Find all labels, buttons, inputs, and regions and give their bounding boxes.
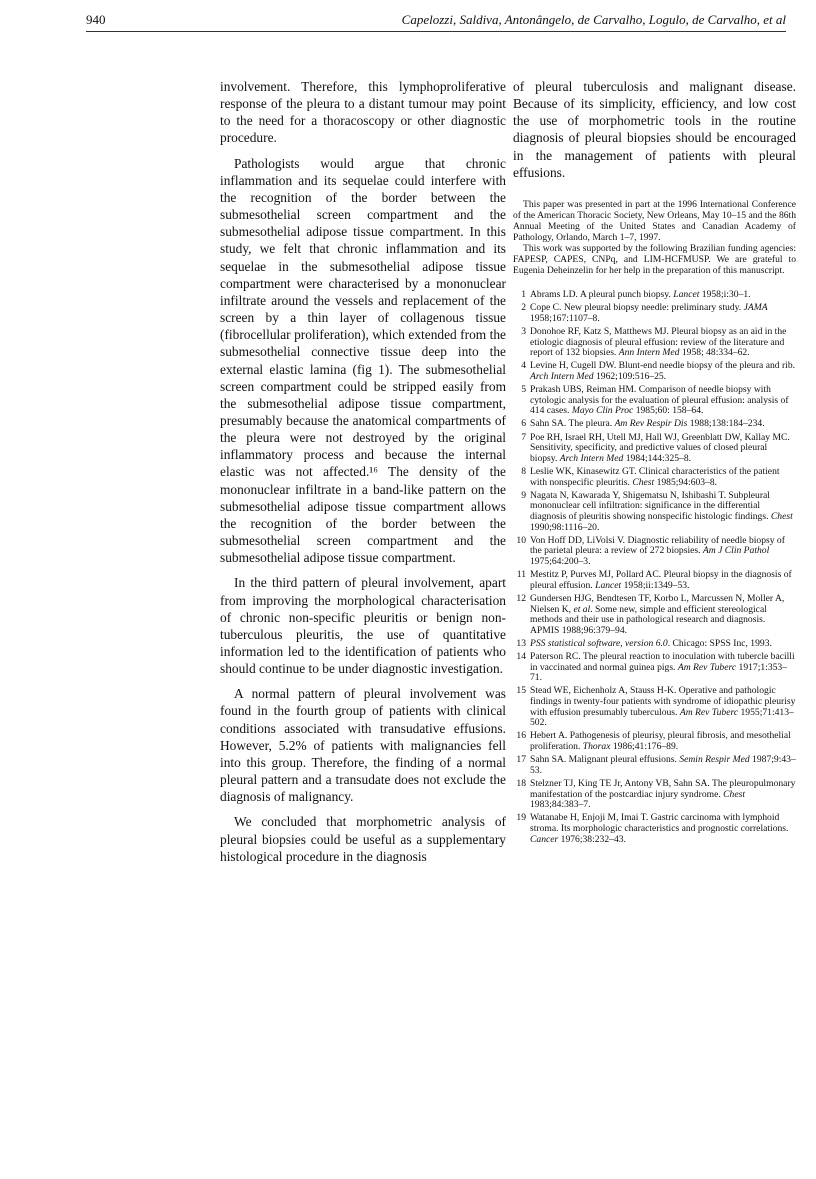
reference-item	[513, 594, 796, 636]
reference-journal: Lancet	[673, 288, 700, 300]
reference-item	[513, 639, 796, 650]
reference-text: Von Hoff DD, LiVolsi V. Diagnostic reliability of needle biopsy of the parietal pleura: a review of 272 biopsies.	[530, 534, 785, 557]
reference-journal: et al	[573, 603, 591, 615]
reference-item	[513, 419, 796, 430]
body-paragraph: involvement. Therefore, this lymphoproliferative response of the pleura to a distant tumour may point to the need for a thoracoscopy or other diagnostic procedure.	[220, 79, 506, 146]
reference-text: Leslie WK, Kinasewitz GT. Clinical characteristics of the patient with nonspecific pleuritis.	[530, 466, 780, 488]
reference-number: 11	[516, 569, 526, 581]
reference-item	[513, 290, 796, 301]
running-header	[86, 12, 786, 32]
reference-citation: 1986;41:176–89.	[610, 741, 679, 752]
reference-citation: 1984;144:325–8.	[623, 452, 692, 464]
reference-text: Stead WE, Eichenholz A, Stauss H-K. Operative and pathologic findings in twenty-four patients with syndrome of idiopathic pleurisy with effusion presumably tuberculous.	[530, 685, 796, 718]
reference-list	[513, 290, 796, 845]
reference-item	[513, 491, 796, 533]
reference-journal: Lancet	[595, 579, 622, 591]
reference-number: 8	[521, 466, 526, 477]
body-paragraph: A normal pattern of pleural involvement was found in the fourth group of patients with clinical conditions associated with transudative effusions. However, 5.2% of patients with malignancies fell into this group. Therefore, the finding of a normal pleural pattern and a transudate does not exclude the diagnosis of malignancy.	[220, 686, 506, 805]
reference-citation: 1958; 48:334–62.	[679, 347, 750, 359]
reference-item	[513, 652, 796, 684]
reference-text: Watanabe H, Enjoji M, Imai T. Gastric carcinoma with lymphoid stroma. Its morphologic characteristics and prognostic correlations.	[530, 812, 789, 834]
reference-item	[513, 303, 796, 324]
reference-number: 6	[521, 418, 526, 430]
reference-journal: Mayo Clin Proc	[571, 405, 634, 417]
conclusion-paragraph: of pleural tuberculosis and malignant disease. Because of its simplicity, efficiency, and low cost the use of morphometric tools in the routine diagnosis of pleural biopsies should be encouraged in the management of patients with pleural effusions.	[513, 79, 796, 180]
reference-journal: Am J Clin Pathol	[702, 545, 770, 557]
reference-number: 13	[516, 637, 526, 649]
reference-number: 17	[516, 754, 526, 766]
reference-text: Sahn SA. The pleura.	[530, 418, 615, 430]
reference-number: 14	[516, 651, 526, 663]
reference-citation: . Some new, simple and efficient stereological methods and their use in pathological research and diagnosis. APMIS 1988;96:379–94.	[530, 603, 767, 636]
reference-item	[513, 385, 796, 417]
body-paragraph: In the third pattern of pleural involvement, apart from improving the morphological characterisation of chronic non-specific pleuritis or benign non-tuberculous pleuritis, the use of quantitative information led to the identification of patients who should continue to be under diagnostic investigation.	[220, 575, 506, 677]
page-number: 940	[86, 12, 106, 27]
reference-journal: JAMA	[743, 302, 768, 314]
reference-journal: Am Rev Tuberc	[677, 661, 737, 673]
reference-journal: Am Rev Respir Dis	[614, 418, 688, 430]
reference-journal: Chest	[770, 510, 793, 522]
reference-item	[513, 327, 796, 359]
reference-number: 7	[521, 431, 526, 443]
reference-citation: 1976;38:232–43.	[558, 833, 626, 845]
reference-number: 10	[516, 534, 526, 546]
reference-text: Cope C. New pleural biopsy needle: preliminary study.	[530, 302, 744, 314]
reference-journal: Arch Intern Med	[530, 370, 594, 382]
running-authors: Capelozzi, Saldiva, Antonângelo, de Carvalho, Logulo, de Carvalho, et al	[401, 12, 786, 27]
reference-citation: 1975;64:200–3.	[530, 555, 591, 567]
reference-journal: Chest	[632, 476, 655, 488]
reference-citation: 1987;9:43–53.	[530, 754, 796, 776]
reference-text: Mestitz P, Purves MJ, Pollard AC. Pleural biopsy in the diagnosis of pleural effusion.	[530, 569, 792, 591]
reference-number: 12	[516, 592, 526, 604]
reference-citation: 1958;i:30–1.	[699, 288, 751, 300]
reference-text: Sahn SA. Malignant pleural effusions.	[530, 754, 680, 766]
reference-number: 4	[521, 360, 526, 372]
right-column	[513, 78, 796, 848]
reference-item	[513, 686, 796, 728]
reference-number: 19	[516, 812, 526, 824]
reference-journal: PSS statistical software, version 6.0	[530, 637, 668, 649]
reference-number: 18	[516, 777, 526, 789]
reference-item	[513, 536, 796, 568]
reference-item	[513, 779, 796, 811]
presentation-note: This paper was presented in part at the 1996 International Conference of the American Thoracic Society, New Orleans, May 10–15 and the 86th Annual Meeting of the United States and Canadian Academy of Pathology, Orlando, March 1–7, 1997.	[513, 198, 796, 243]
reference-number: 5	[521, 384, 526, 396]
reference-item	[513, 731, 796, 752]
reference-text: Nagata N, Kawarada Y, Shigematsu N, Ishibashi T. Subpleural mononuclear cell infiltration: significance in the differential diagnosis of pleuritis showing nonspecific histologic findings.	[530, 489, 771, 522]
reference-citation: 1955;71:413–502.	[530, 706, 794, 729]
reference-item	[513, 570, 796, 591]
reference-citation: . Chicago: SPSS Inc, 1993.	[667, 637, 772, 649]
body-paragraph: We concluded that morphometric analysis of pleural biopsies could be useful as a supplementary histological procedure in the diagnosis	[220, 814, 506, 864]
reference-number: 16	[516, 730, 526, 742]
reference-citation: 1983;84:383–7.	[530, 799, 591, 811]
reference-number: 15	[516, 685, 526, 697]
body-paragraph: Pathologists would argue that chronic inflammation and its sequelae could interfere with the recognition of the border between the submesothelial screen compartment and the submesothelial adipose tissue compartment. In this study, we felt that chronic inflammation and its sequelae in the submesothelial adipose tissue compartment were characterised by a mononuclear infiltrate around the vessels and replacement of the screen by a thin layer of collagenous tissue (fibrocellular proliferation), which extended from the submesothelial connective tissue deep into the external elastic lamina (fig 1). The submesothelial screen compartment could be stripped easily from the submesothelial adipose tissue compartment, presumably because the anatomical compartments of the pleura were not destroyed by the original inflammatory process and because the internal elastic was not affected.¹⁶ The density of the mononuclear infiltrate in a band-like pattern on the submesothelial adipose tissue compartment allows the recognition of the border between the submesothelial screen compartment and the submesothelial adipose tissue compartment.	[220, 155, 506, 566]
reference-item	[513, 813, 796, 845]
reference-text: Hebert A. Pathogenesis of pleurisy, pleural fibrosis, and mesothelial proliferation.	[530, 730, 791, 752]
reference-number: 1	[521, 288, 526, 300]
reference-text: Prakash UBS, Reiman HM. Comparison of needle biopsy with cytologic analysis for the evaluation of pleural effusion: analysis of 414 cases.	[530, 384, 789, 417]
reference-citation: 1958;167:1107–8.	[530, 312, 600, 324]
reference-text: Donohoe RF, Katz S, Matthews MJ. Pleural biopsy as an aid in the etiologic diagnosis of pleural effusion: review of the literature and report of 132 biopsies.	[530, 325, 787, 359]
reference-citation: 1958;ii:1349–53.	[621, 579, 690, 591]
reference-text: Abrams LD. A pleural punch biopsy.	[530, 288, 674, 300]
funding-note: This work was supported by the following Brazilian funding agencies: FAPESP, CAPES, CNPq, and LIM-HCFMUSP. We are grateful to Eugenia Deheinzelin for her help in the preparation of this manuscript.	[513, 242, 796, 276]
reference-citation: 1985;60: 158–64.	[633, 405, 704, 417]
reference-journal: Ann Intern Med	[618, 347, 680, 359]
reference-text: Levine H, Cugell DW. Blunt-end needle biopsy of the pleura and rib.	[530, 360, 796, 372]
reference-journal: Am Rev Tuberc	[679, 706, 739, 718]
reference-citation: 1962;109:516–25.	[593, 370, 667, 382]
reference-journal: Arch Intern Med	[559, 452, 624, 464]
reference-citation: 1985;94:603–8.	[654, 476, 718, 488]
reference-citation: 1917;1:353–71.	[530, 661, 788, 684]
reference-number: 2	[521, 302, 526, 314]
reference-item	[513, 467, 796, 488]
reference-journal: Semin Respir Med	[679, 754, 750, 766]
reference-text: Poe RH, Israel RH, Utell MJ, Hall WJ, Greenblatt DW, Kallay MC. Sensitivity, specificity, and predictive values of closed pleural biopsy.	[530, 431, 790, 464]
left-column	[220, 78, 506, 873]
reference-journal: Chest	[723, 788, 746, 800]
reference-journal: Thorax	[582, 741, 611, 752]
reference-item	[513, 361, 796, 382]
reference-citation: 1990;98:1116–20.	[530, 521, 600, 533]
reference-text: Gundersen HJG, Bendtesen TF, Korbo L, Marcussen N, Moller A, Nielsen K,	[530, 592, 785, 615]
header-rule	[86, 31, 786, 32]
reference-citation: 1988;138:184–234.	[687, 418, 765, 430]
reference-item	[513, 755, 796, 776]
reference-number: 9	[521, 489, 526, 501]
reference-journal: Cancer	[530, 833, 559, 845]
reference-item	[513, 433, 796, 465]
reference-text: Paterson RC. The pleural reaction to inoculation with tubercle bacilli in vaccinated and normal guinea pigs.	[530, 651, 795, 673]
reference-text: Stelzner TJ, King TE Jr, Antony VB, Sahn SA. The pleuropulmonary manifestation of the postcardiac injury syndrome.	[530, 777, 796, 800]
reference-number: 3	[521, 325, 526, 337]
